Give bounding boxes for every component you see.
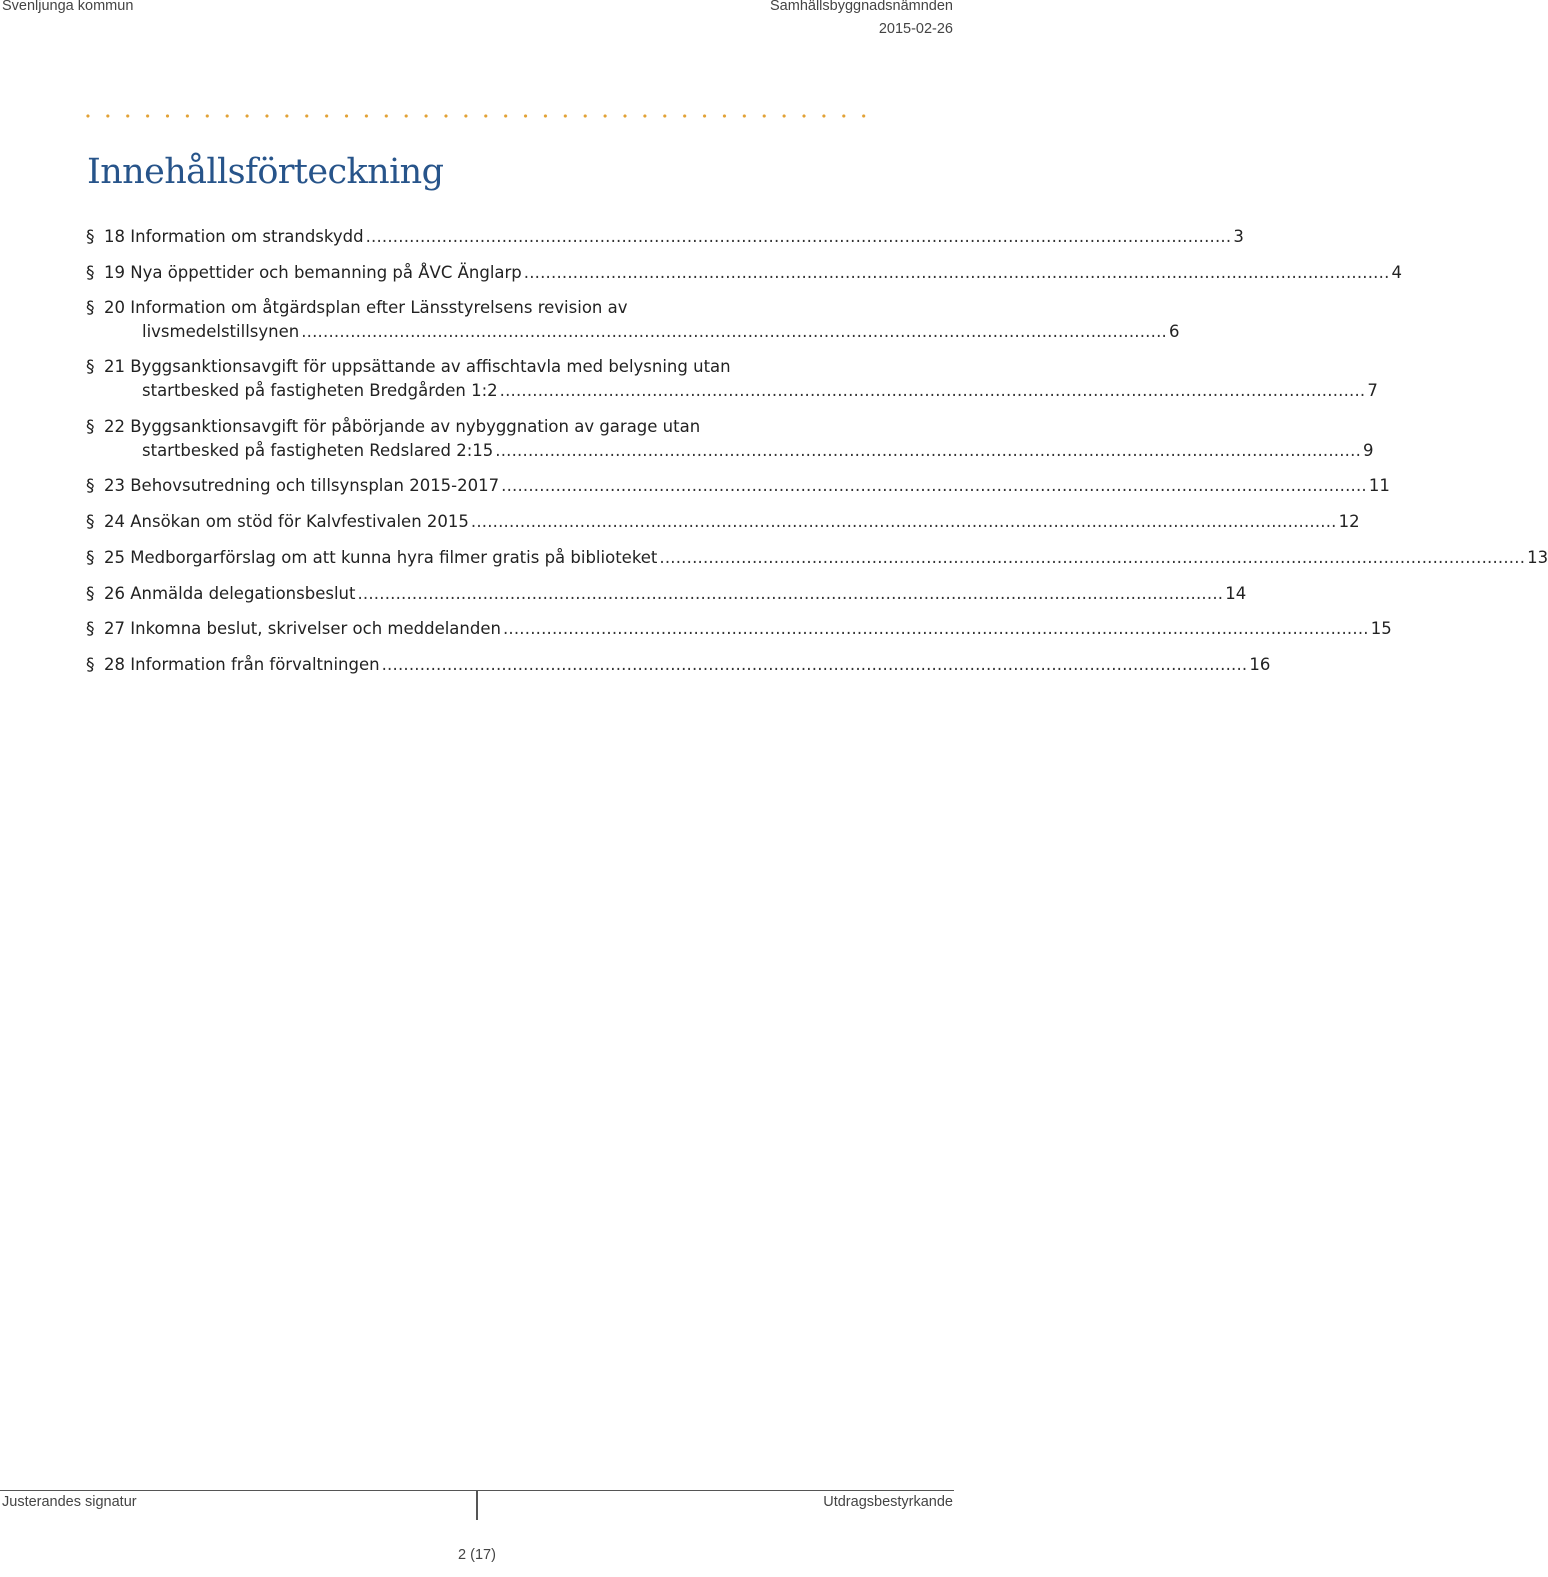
toc-entry-text: 18 Information om strandskydd xyxy=(104,227,364,246)
toc-entry-text: 28 Information från förvaltningen xyxy=(104,655,380,674)
dotted-divider xyxy=(78,112,872,120)
certification-label: Utdragsbestyrkande xyxy=(823,1494,953,1510)
dot-leader: ............................................................................................................................................................... xyxy=(501,476,1367,495)
toc-entry[interactable] xyxy=(0,582,1247,606)
section-icon: § xyxy=(86,263,95,283)
signature-label: Justerandes signatur xyxy=(2,1494,137,1510)
section-icon: § xyxy=(86,417,95,437)
toc-title: Innehållsförteckning xyxy=(87,152,444,192)
section-icon: § xyxy=(86,548,95,568)
dot-leader: ............................................................................................................................................................... xyxy=(659,548,1526,567)
toc-entry-text: 20 Information om åtgärdsplan efter Länsstyrelsens revision av xyxy=(104,298,628,317)
section-icon: § xyxy=(86,476,95,496)
toc-page-number: 3 xyxy=(1233,227,1244,246)
dot-leader: ............................................................................................................................................................... xyxy=(523,263,1390,282)
dot-leader: ............................................................................................................................................................... xyxy=(495,441,1362,460)
dot-leader: ............................................................................................................................................................... xyxy=(499,381,1366,400)
toc-entry[interactable] xyxy=(0,261,1403,285)
toc-entry-text: 23 Behovsutredning och tillsynsplan 2015-2017 xyxy=(104,476,500,495)
toc-entry[interactable] xyxy=(0,415,1374,463)
dot-leader: ............................................................................................................................................................... xyxy=(381,655,1248,674)
toc-entry-text: 19 Nya öppettider och bemanning på ÅVC Änglarp xyxy=(104,263,522,282)
section-icon: § xyxy=(86,227,95,247)
toc-entry[interactable] xyxy=(0,225,1244,249)
toc-entry[interactable] xyxy=(0,653,1271,677)
toc-entry-text: 22 Byggsanktionsavgift för påbörjande av nybyggnation av garage utan xyxy=(104,417,701,436)
dot-leader: ............................................................................................................................................................... xyxy=(470,512,1337,531)
committee-name: Samhällsbyggnadsnämnden xyxy=(770,0,953,14)
toc-page-number: 16 xyxy=(1249,655,1271,674)
dot-leader: ............................................................................................................................................................... xyxy=(301,322,1167,341)
toc-page-number: 14 xyxy=(1225,584,1247,603)
toc-page-number: 7 xyxy=(1367,381,1378,400)
toc-entry-text: 25 Medborgarförslag om att kunna hyra filmer gratis på biblioteket xyxy=(104,548,658,567)
toc-entry[interactable] xyxy=(0,510,1360,534)
toc-page-number: 15 xyxy=(1370,619,1392,638)
meeting-date: 2015-02-26 xyxy=(878,21,953,37)
dot-leader: ............................................................................................................................................................... xyxy=(357,584,1224,603)
toc-page-number: 13 xyxy=(1527,548,1548,567)
toc-page-number: 12 xyxy=(1338,512,1360,531)
toc-page-number: 9 xyxy=(1363,441,1374,460)
section-icon: § xyxy=(86,357,95,377)
dot-leader: ............................................................................................................................................................... xyxy=(365,227,1232,246)
section-icon: § xyxy=(86,298,95,318)
toc-entry-text: 21 Byggsanktionsavgift för uppsättande av affischtavla med belysning utan xyxy=(104,357,731,376)
toc-entry[interactable] xyxy=(0,617,1392,641)
toc-entry-text: 26 Anmälda delegationsbeslut xyxy=(104,584,356,603)
section-icon: § xyxy=(86,619,95,639)
organization-name: Svenljunga kommun xyxy=(2,0,134,14)
toc-entry-text: livsmedelstillsynen xyxy=(142,322,300,341)
page-number: 2 (17) xyxy=(458,1547,496,1563)
section-icon: § xyxy=(86,512,95,532)
toc-page-number: 6 xyxy=(1168,322,1180,341)
toc-entry[interactable] xyxy=(0,296,1180,344)
toc-page-number: 4 xyxy=(1391,263,1403,282)
toc-entry-text: startbesked på fastigheten Redslared 2:15 xyxy=(142,441,494,460)
section-icon: § xyxy=(86,584,95,604)
dot-leader: ............................................................................................................................................................... xyxy=(502,619,1369,638)
toc-entry[interactable] xyxy=(0,474,1390,498)
toc-entry-text: 24 Ansökan om stöd för Kalvfestivalen 2015 xyxy=(104,512,469,531)
toc-entry-text: startbesked på fastigheten Bredgården 1:2 xyxy=(142,381,498,400)
footer-separator xyxy=(476,1490,478,1520)
toc-entry[interactable] xyxy=(0,546,1548,570)
toc-entry-text: 27 Inkomna beslut, skrivelser och meddelanden xyxy=(104,619,501,638)
toc-page-number: 11 xyxy=(1368,476,1390,495)
toc-entry[interactable] xyxy=(0,355,1378,403)
section-icon: § xyxy=(86,655,95,675)
